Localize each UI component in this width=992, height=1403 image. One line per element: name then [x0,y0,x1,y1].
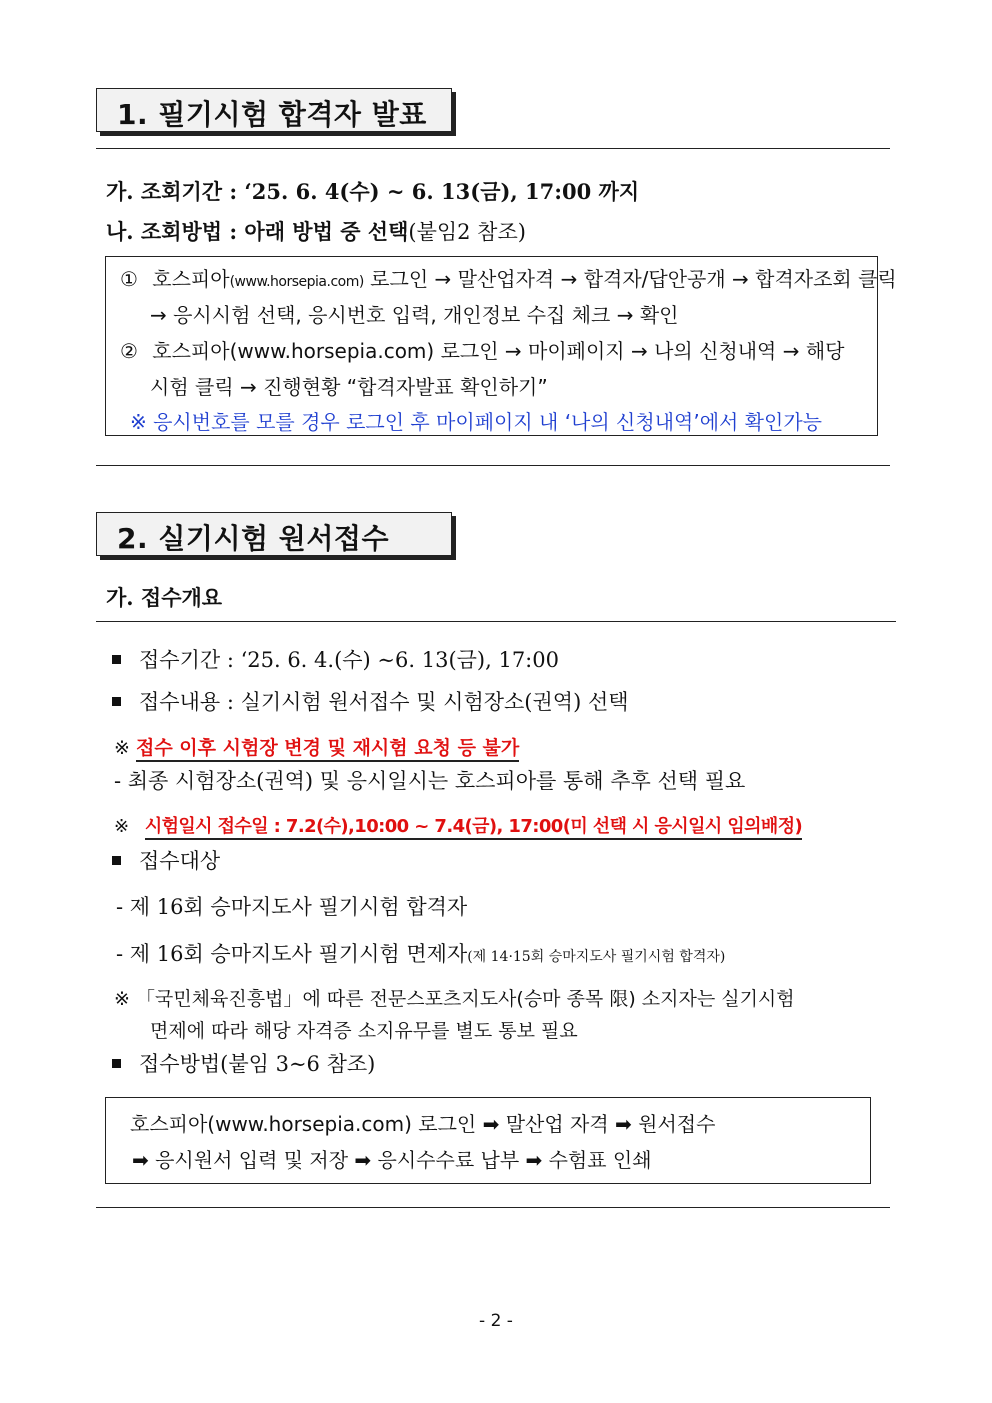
bullet-icon [112,1059,121,1068]
no-change-note-text: 접수 이후 시험장 변경 및 재시험 요청 등 불가 [136,737,519,762]
note-mark: ※ [114,737,136,759]
method-1-line-2: → 응시시험 선택, 응시번호 입력, 개인정보 수집 체크 → 확인 [150,303,679,327]
method-1-site: 호스피아 [152,267,230,291]
bullet-icon [112,856,121,865]
final-location-note: - 최종 시험장소(권역) 및 응시일시는 호스피아를 통해 추후 선택 필요 [114,769,746,793]
section-1-title-box [96,88,452,132]
note-mark: ※ [114,816,135,837]
application-period-text: 접수기간 : ‘25. 6. 4.(수) ∼6. 13(금), 17:00 [139,648,559,672]
application-steps-line-1: 호스피아(www.horsepia.com) 로그인 ➡ 말산업 자격 ➡ 원서접수 [130,1112,716,1136]
target-exempt-detail: (제 14·15회 승마지도사 필기시험 합격자) [467,949,726,965]
application-target [112,845,220,875]
method-2-steps: 호스피아(www.horsepia.com) 로그인 → 마이페이지 → 나의 신청내역 → 해당 [152,339,845,363]
bullet-icon [112,655,121,664]
target-passers: - 제 16회 승마지도사 필기시험 합격자 [116,895,468,919]
sports-instructor-note-line-2: 면제에 따라 해당 자격증 소지유무를 별도 통보 필요 [150,1020,578,1042]
application-method-box [105,1097,871,1184]
method-1-steps: 로그인 → 말산업자격 → 합격자/답안공개 → 합격자조회 클릭 [363,267,897,291]
method-2-number: ② [120,339,138,363]
divider [96,621,896,622]
application-overview-heading: 가. 접수개요 [106,585,223,610]
application-content-text: 접수내용 : 실기시험 원서접수 및 시험장소(권역) 선택 [139,690,629,714]
application-content [112,686,629,716]
page-number: - 2 - [479,1311,513,1331]
exam-date-note-text: 시험일시 접수일 : 7.2(수),10:00 ~ 7.4(금), 17:00(미 선택 시 응시일시 임의배정) [145,816,802,840]
lookup-method-ref: (붙임2 참조) [408,220,526,244]
exam-date-note [114,812,802,838]
sports-instructor-note-line-1: ※ 「국민체육진흥법」에 따른 전문스포츠지도사(승마 종목 限) 소지자는 실기시험 [114,988,795,1010]
section-2-title: 2. 실기시험 원서접수 [117,522,390,555]
method-1-url: (www.horsepia.com) [229,274,364,290]
lookup-method-label: 나. 조회방법 : 아래 방법 중 선택 [106,219,409,244]
bullet-icon [112,697,121,706]
lookup-period: 가. 조회기간 : ‘25. 6. 4(수) ~ 6. 13(금), 17:00 까지 [106,179,640,204]
application-target-text: 접수대상 [139,849,221,873]
application-period [112,644,559,674]
section-2-title-box [96,512,452,556]
divider [96,148,890,149]
method-1-line [120,263,897,292]
application-method [112,1048,375,1078]
target-exempt [116,938,725,968]
divider [96,465,890,466]
lookup-method-box [105,256,897,436]
lookup-method [106,216,526,246]
application-method-text: 접수방법(붙임 3∼6 참조) [139,1052,376,1076]
method-2-line-2: 시험 클릭 → 진행현황 “합격자발표 확인하기” [150,375,548,399]
application-steps-line-2: ➡ 응시원서 입력 및 저장 ➡ 응시수수료 납부 ➡ 수험표 인쇄 [132,1148,652,1172]
no-change-note [114,733,519,760]
divider [96,1207,890,1208]
application-number-note: ※ 응시번호를 모를 경우 로그인 후 마이페이지 내 ‘나의 신청내역’에서 확인가능 [130,410,822,434]
section-1-title: 1. 필기시험 합격자 발표 [117,98,427,131]
method-2-line [120,335,844,364]
target-exempt-text: - 제 16회 승마지도사 필기시험 면제자 [116,942,468,966]
method-1-number: ① [120,267,138,291]
